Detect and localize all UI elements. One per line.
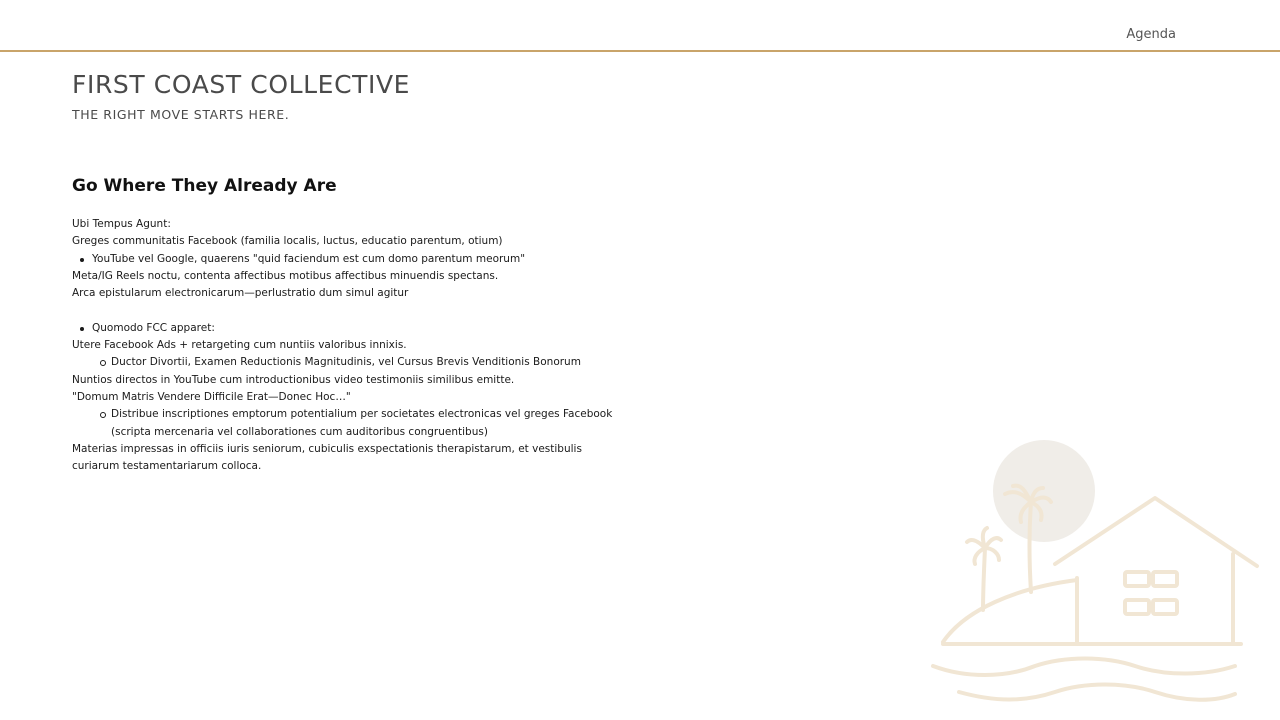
sub-bullet-item: Distribue inscriptiones emptorum potentialium per societates electronicas vel greges Facebook (scripta mercenaria vel collaborationes cum auditoribus congruentibus) <box>72 406 632 441</box>
text-line: Nuntios directos in YouTube cum introductionibus video testimoniis similibus emitte. <box>72 373 515 386</box>
body-content <box>72 216 632 475</box>
top-bar <box>0 0 1280 52</box>
text-line: Materias impressas in officiis iuris seniorum, cubiculis exspectationis therapistarum, et vestibulis curiarum testamentariarum colloca. <box>72 442 582 473</box>
bullet-item: Quomodo FCC apparet: <box>72 320 632 337</box>
section-heading: Go Where They Already Are <box>72 176 337 196</box>
spacer <box>72 302 632 319</box>
hill-shape <box>943 580 1077 642</box>
text-line: Arca epistularum electronicarum—perlustratio dum simul agitur <box>72 287 409 300</box>
text-line: Meta/IG Reels noctu, contenta affectibus motibus affectibus minuendis spectans. <box>72 269 499 282</box>
text-line: Ubi Tempus Agunt: <box>72 218 171 230</box>
brand-tagline: THE RIGHT MOVE STARTS HERE. <box>72 107 290 122</box>
text-line: Greges communitatis Facebook (familia localis, luctus, educatio parentum, otium) <box>72 235 503 248</box>
bullet-item: YouTube vel Google, quaerens "quid faciendum est cum domo parentum meorum" <box>72 251 632 268</box>
waves-icon <box>933 644 1241 700</box>
brand-title: FIRST COAST COLLECTIVE <box>72 70 411 99</box>
sub-bullet-item: Ductor Divortii, Examen Reductionis Magnitudinis, vel Cursus Brevis Venditionis Bonorum <box>72 354 632 371</box>
text-line: Utere Facebook Ads + retargeting cum nuntiis valoribus innixis. <box>72 339 407 352</box>
palm-tree-icon <box>967 528 1001 610</box>
beach-house-palm-icon <box>925 430 1265 710</box>
text-line: "Domum Matris Vendere Difficile Erat—Donec Hoc…" <box>72 390 351 403</box>
nav-link-agenda[interactable]: Agenda <box>1126 27 1176 42</box>
